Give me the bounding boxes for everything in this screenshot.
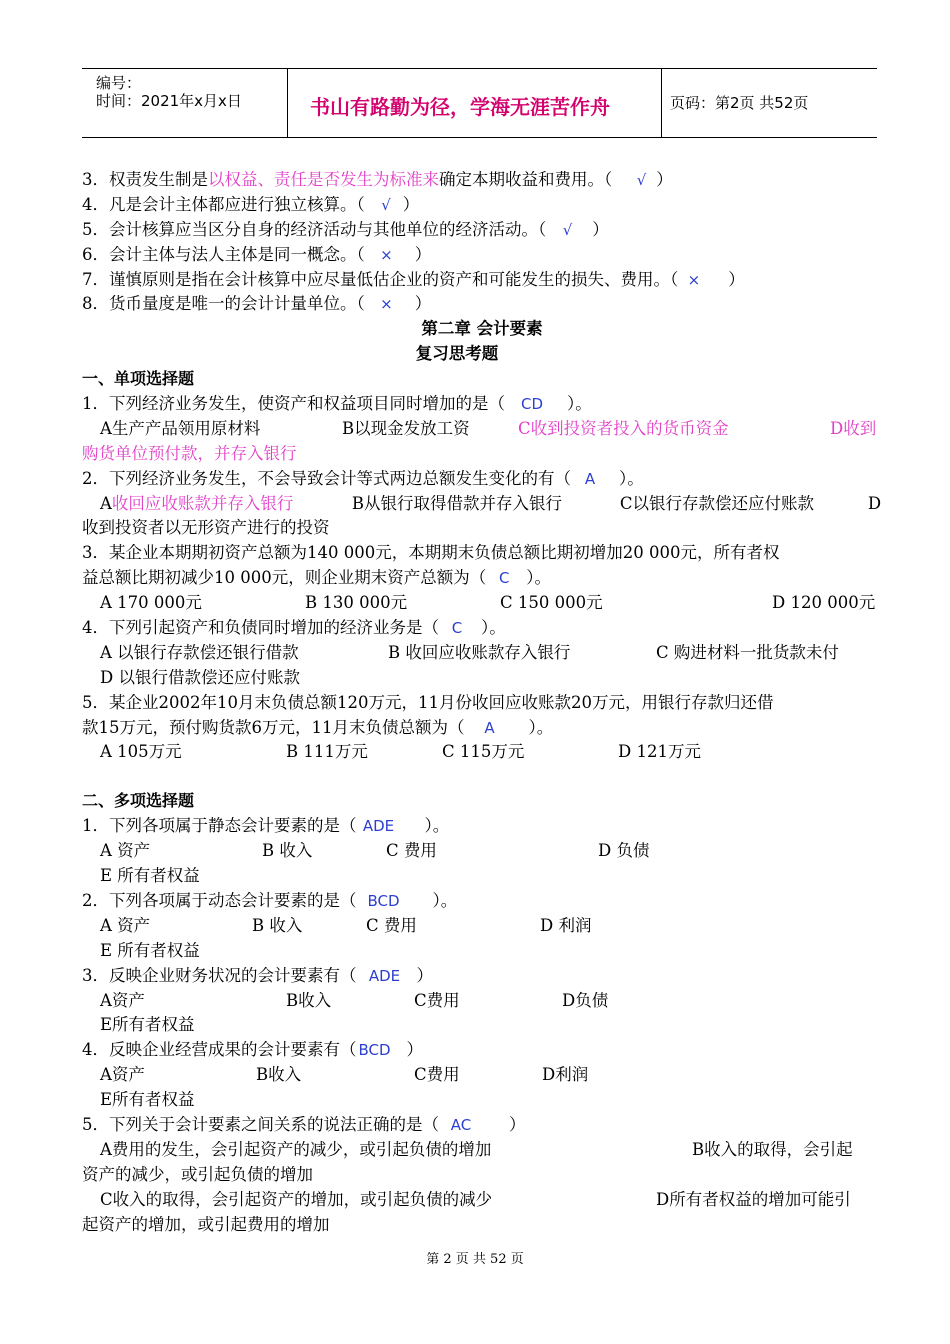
header-page-cell <box>662 69 877 137</box>
mquestion-3-options <box>82 989 882 1014</box>
header-motto-cell <box>287 69 662 137</box>
question-4-stem: 4．下列引起资产和负债同时增加的经济业务是（ C ）。 <box>82 616 882 641</box>
option-b: B 收回应收账款存入银行 <box>388 642 571 662</box>
option-a: A 资产 <box>100 841 151 861</box>
highlight-text: 以权益、责任是否发生为标准来 <box>208 170 439 189</box>
question-1-options <box>82 417 882 442</box>
mquestion-1-option-e: E 所有者权益 <box>100 866 200 886</box>
answer: BCD <box>358 1041 391 1060</box>
mquestion-2-stem: 2．下列各项属于动态会计要素的是（ BCD ）。 <box>82 889 882 914</box>
mquestion-5-stem: 5．下列关于会计要素之间关系的说法正确的是（ AC ） <box>82 1113 882 1138</box>
section-multiple-choice: 二、多项选择题 <box>82 791 195 811</box>
mquestion-2-options <box>82 914 882 939</box>
answer: ADE <box>362 817 395 836</box>
option-c: C以银行存款偿还应付账款 <box>619 493 815 513</box>
judge-item-7: 7．谨慎原则是指在会计核算中应尽量低估企业的资产和可能发生的损失、费用。（ × ） <box>82 268 882 293</box>
option-d: D 利润 <box>540 915 592 935</box>
option-a: A资产 <box>100 990 145 1010</box>
option-d: D <box>867 493 882 513</box>
question-4-option-d: D 以银行借款偿还应付账款 <box>100 667 300 687</box>
option-d: D 121万元 <box>618 742 701 762</box>
answer: AC <box>450 1115 472 1134</box>
answer: √ <box>381 195 391 214</box>
chapter-subtitle: 复习思考题 <box>415 344 499 364</box>
mquestion-3-option-e: E所有者权益 <box>100 1015 195 1035</box>
question-3-line2: 益总额比期初减少10 000元，则企业期末资产总额为（ C ）。 <box>82 566 882 591</box>
mquestion-4-stem: 4．反映企业经营成果的会计要素有（ BCD ） <box>82 1038 882 1063</box>
page-footer: 第 2 页 共 52 页 <box>426 1252 524 1267</box>
answer: √ <box>636 171 647 189</box>
option-d: D负债 <box>562 990 609 1010</box>
mquestion-3-stem: 3．反映企业财务状况的会计要素有（ ADE ） <box>82 964 882 989</box>
header-meta <box>82 69 287 137</box>
answer: × <box>687 270 701 289</box>
question-2-stem: 2．下列经济业务发生，不会导致会计等式两边总额发生变化的有（ A ）。 <box>82 467 882 492</box>
mquestion-1-options <box>82 839 882 864</box>
option-d: D收到 <box>830 418 877 438</box>
option-d: D 负债 <box>598 841 650 861</box>
answer: × <box>380 295 393 314</box>
section-single-choice: 一、单项选择题 <box>82 369 195 389</box>
question-5-line2: 款15万元，预付购货款6万元，11月末负债总额为（ A ）。 <box>82 716 882 741</box>
option-d: D 120 000元 <box>772 593 876 613</box>
question-5-line1: 5．某企业2002年10月末负债总额120万元，11月份收回应收账款20万元，用银行存款归还借 <box>82 692 774 712</box>
option-a: A生产产品领用原材料 <box>100 418 261 438</box>
answer: CD <box>520 395 544 414</box>
answer: A <box>484 718 495 737</box>
page-label: 页码：第2页 共52页 <box>670 94 809 112</box>
mquestion-2-option-e: E 所有者权益 <box>100 940 200 960</box>
option-c: C 费用 <box>386 841 437 861</box>
option-a: A 资产 <box>100 915 151 935</box>
answer: × <box>380 245 393 264</box>
answer: A <box>584 469 596 488</box>
mquestion-4-option-e: E所有者权益 <box>100 1090 195 1110</box>
option-b: B 130 000元 <box>305 593 408 613</box>
option-a-letter: A <box>100 493 112 513</box>
question-1-stem: 1．下列经济业务发生，使资产和权益项目同时增加的是（ CD ）。 <box>82 392 882 417</box>
option-b: B 收入 <box>262 841 313 861</box>
page-header <box>82 68 877 138</box>
motto: 书山有路勤为径，学海无涯苦作舟 <box>310 95 610 119</box>
option-b: B 111万元 <box>286 742 368 762</box>
mquestion-5-options-ab <box>82 1138 882 1163</box>
question-4-options-ab <box>82 641 882 666</box>
mquestion-5-option-b-cont: 资产的减少，或引起负债的增加 <box>82 1164 313 1184</box>
judge-item-5: 5．会计核算应当区分自身的经济活动与其他单位的经济活动。（ √ ） <box>82 218 882 243</box>
option-c: C 150 000元 <box>500 593 603 613</box>
option-a: A 105万元 <box>100 742 182 762</box>
option-a: A 170 000元 <box>100 593 202 613</box>
question-2-option-d-cont: 收到投资者以无形资产进行的投资 <box>82 518 330 538</box>
chapter-title: 第二章 会计要素 <box>421 319 543 339</box>
option-a: A费用的发生，会引起资产的减少，或引起负债的增加 <box>100 1139 492 1159</box>
document-body <box>82 168 882 1237</box>
question-5-options <box>82 740 882 765</box>
judge-item-3: 3．权责发生制是以权益、责任是否发生为标准来确定本期收益和费用。（ √ ） <box>82 168 882 193</box>
number-label: 编号： <box>96 74 142 92</box>
option-a: 收回应收账款并存入银行 <box>111 493 294 513</box>
option-a: A 以银行存款偿还银行借款 <box>100 642 299 662</box>
option-b: B收入的取得，会引起 <box>692 1139 853 1159</box>
question-3-line1: 3．某企业本期期初资产总额为140 000元，本期期末负债总额比期初增加20 000元，所有者权 <box>82 543 780 563</box>
answer: √ <box>562 220 573 239</box>
answer: ADE <box>368 966 401 985</box>
answer: C <box>451 619 463 638</box>
question-2-options <box>82 492 882 517</box>
date-line: 时间：2021年x月x日 <box>96 92 242 110</box>
mquestion-1-stem: 1．下列各项属于静态会计要素的是（ ADE ）。 <box>82 814 882 839</box>
option-b: B收入 <box>286 990 332 1010</box>
option-a: A资产 <box>100 1065 145 1085</box>
question-3-options <box>82 591 882 616</box>
answer: BCD <box>367 891 400 910</box>
mquestion-4-options <box>82 1063 882 1088</box>
option-c: C 费用 <box>366 915 417 935</box>
option-b: B收入 <box>256 1065 302 1085</box>
option-b: B以现金发放工资 <box>342 418 470 438</box>
option-c: C 购进材料一批货款未付 <box>656 642 839 662</box>
mquestion-5-option-d-cont: 起资产的增加，或引起费用的增加 <box>82 1214 330 1234</box>
option-c: C费用 <box>414 990 460 1010</box>
judge-item-8: 8．货币量度是唯一的会计计量单位。（ × ） <box>82 292 882 317</box>
judge-item-4: 4．凡是会计主体都应进行独立核算。（ √ ） <box>82 193 882 218</box>
mquestion-5-options-cd <box>82 1188 882 1213</box>
option-c: C收入的取得，会引起资产的增加，或引起负债的减少 <box>100 1189 493 1209</box>
option-d: D利润 <box>542 1065 589 1085</box>
option-b: B从银行取得借款并存入银行 <box>351 493 563 513</box>
option-c: C费用 <box>414 1065 460 1085</box>
judge-item-6: 6．会计主体与法人主体是同一概念。（ × ） <box>82 243 882 268</box>
option-c: C收到投资者投入的货币资金 <box>518 418 729 438</box>
option-d: D所有者权益的增加可能引 <box>656 1189 851 1209</box>
answer: C <box>498 569 510 588</box>
option-b: B 收入 <box>252 915 303 935</box>
question-1-option-d-cont: 购货单位预付款，并存入银行 <box>82 443 297 463</box>
option-c: C 115万元 <box>442 742 525 762</box>
